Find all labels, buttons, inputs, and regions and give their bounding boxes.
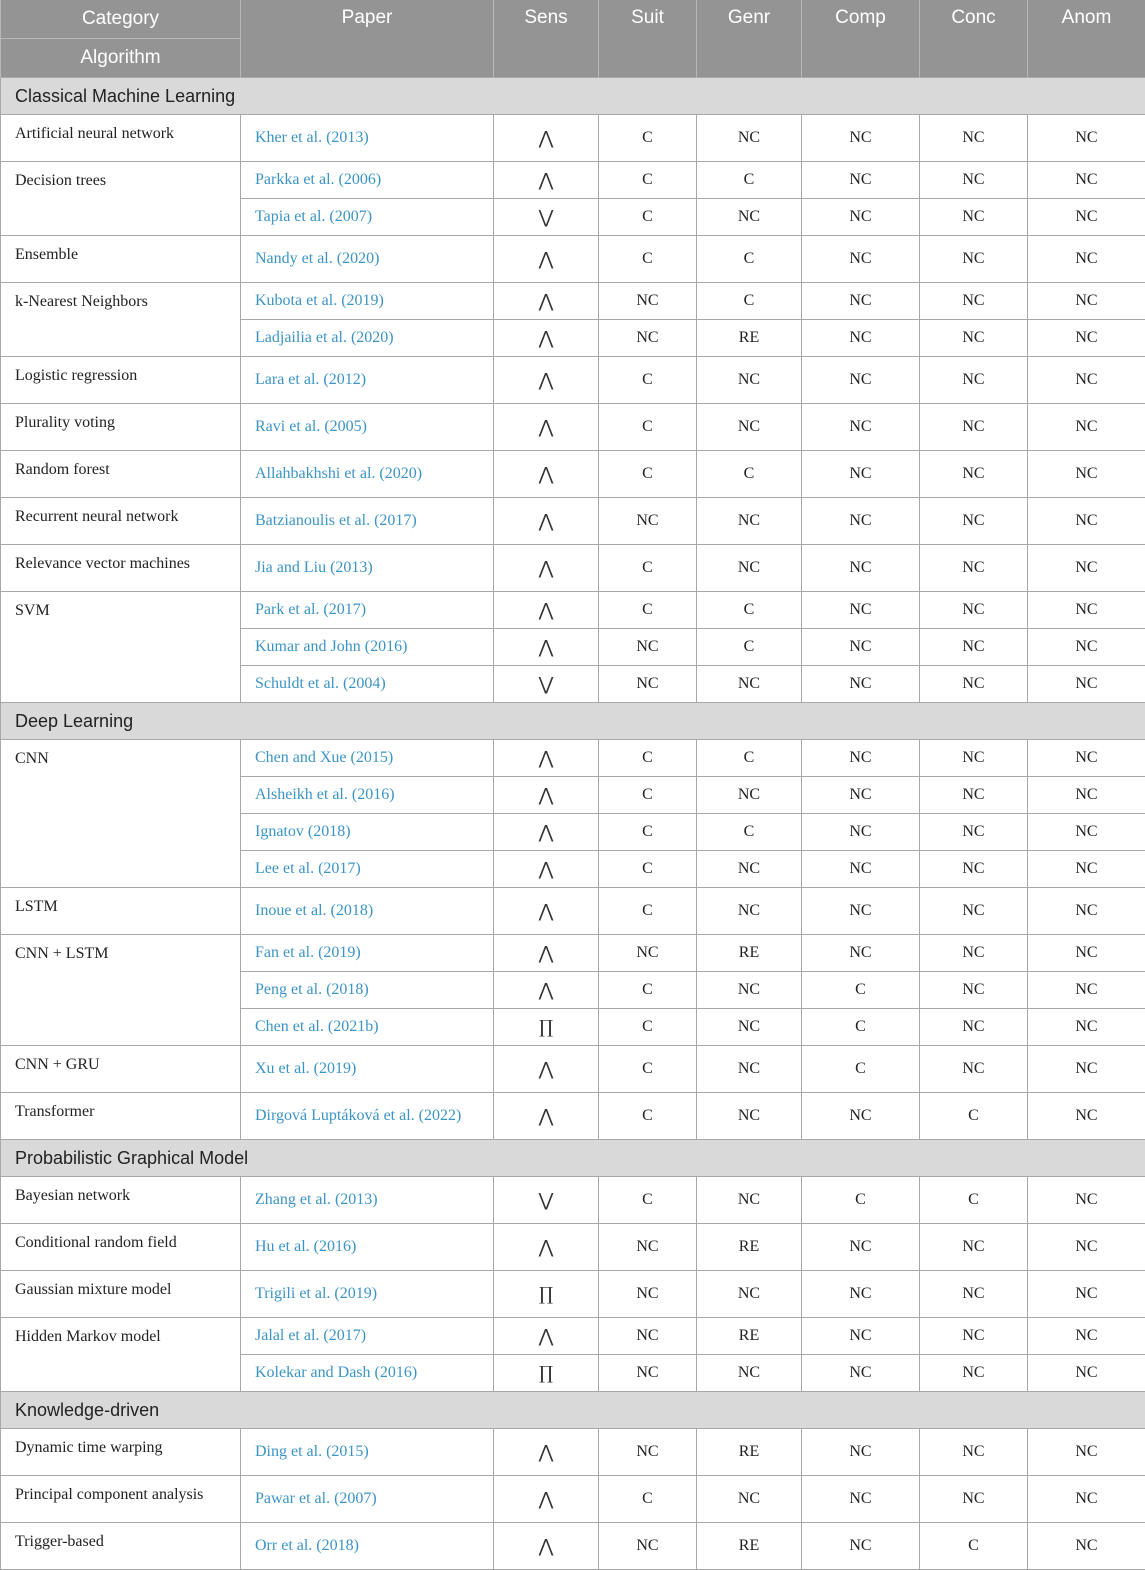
table-row bbox=[1, 1271, 1145, 1318]
anom-cell: NC bbox=[1028, 1009, 1145, 1046]
paper-citation-link[interactable]: Pawar et al. (2007) bbox=[241, 1476, 494, 1523]
suit-cell: C bbox=[599, 451, 697, 498]
genr-cell: RE bbox=[697, 1224, 802, 1271]
paper-citation-link[interactable]: Park et al. (2017) bbox=[241, 592, 494, 629]
conc-cell: NC bbox=[920, 1429, 1028, 1476]
paper-citation-link[interactable]: Tapia et al. (2007) bbox=[241, 199, 494, 236]
anom-cell: NC bbox=[1028, 283, 1145, 320]
paper-citation-link[interactable]: Kumar and John (2016) bbox=[241, 629, 494, 666]
conc-cell: NC bbox=[920, 1271, 1028, 1318]
comp-cell: NC bbox=[802, 283, 920, 320]
conc-cell: NC bbox=[920, 814, 1028, 851]
suit-cell: C bbox=[599, 1476, 697, 1523]
genr-cell: NC bbox=[697, 972, 802, 1009]
comp-cell: NC bbox=[802, 357, 920, 404]
comp-cell: C bbox=[802, 972, 920, 1009]
genr-cell: NC bbox=[697, 1271, 802, 1318]
anom-cell: NC bbox=[1028, 629, 1145, 666]
conc-cell: NC bbox=[920, 851, 1028, 888]
suit-cell: C bbox=[599, 592, 697, 629]
sens-cell: ⋀ bbox=[494, 972, 599, 1009]
comp-cell: NC bbox=[802, 629, 920, 666]
comp-cell: C bbox=[802, 1009, 920, 1046]
comp-cell: NC bbox=[802, 1093, 920, 1140]
anom-cell: NC bbox=[1028, 740, 1145, 777]
comp-cell: NC bbox=[802, 115, 920, 162]
suit-cell: C bbox=[599, 115, 697, 162]
anom-cell: NC bbox=[1028, 1355, 1145, 1392]
header-conc: Conc bbox=[920, 0, 1028, 78]
section-title: Deep Learning bbox=[1, 703, 1145, 740]
genr-cell: NC bbox=[697, 1093, 802, 1140]
table-row bbox=[1, 1523, 1145, 1570]
sens-cell: ⋁ bbox=[494, 1177, 599, 1224]
algorithm-cell: LSTM bbox=[1, 888, 241, 935]
genr-cell: RE bbox=[697, 1318, 802, 1355]
comp-cell: NC bbox=[802, 1224, 920, 1271]
genr-cell: NC bbox=[697, 545, 802, 592]
sens-cell: ⋀ bbox=[494, 545, 599, 592]
anom-cell: NC bbox=[1028, 666, 1145, 703]
anom-cell: NC bbox=[1028, 1429, 1145, 1476]
comp-cell: NC bbox=[802, 814, 920, 851]
genr-cell: NC bbox=[697, 1009, 802, 1046]
genr-cell: NC bbox=[697, 498, 802, 545]
section-header-row bbox=[1, 1392, 1145, 1429]
conc-cell: NC bbox=[920, 888, 1028, 935]
suit-cell: NC bbox=[599, 1429, 697, 1476]
genr-cell: C bbox=[697, 740, 802, 777]
paper-citation-link[interactable]: Ding et al. (2015) bbox=[241, 1429, 494, 1476]
anom-cell: NC bbox=[1028, 320, 1145, 357]
paper-citation-link[interactable]: Allahbakhshi et al. (2020) bbox=[241, 451, 494, 498]
anom-cell: NC bbox=[1028, 451, 1145, 498]
header-anom: Anom bbox=[1028, 0, 1145, 78]
comp-cell: NC bbox=[802, 451, 920, 498]
algorithm-cell: Transformer bbox=[1, 1093, 241, 1140]
sens-cell: ⋀ bbox=[494, 236, 599, 283]
algorithm-cell: Ensemble bbox=[1, 236, 241, 283]
paper-citation-link[interactable]: Kubota et al. (2019) bbox=[241, 283, 494, 320]
suit-cell: C bbox=[599, 851, 697, 888]
header-comp: Comp bbox=[802, 0, 920, 78]
genr-cell: C bbox=[697, 162, 802, 199]
comp-cell: NC bbox=[802, 199, 920, 236]
algorithm-cell: Decision trees bbox=[1, 162, 241, 236]
comp-cell: NC bbox=[802, 666, 920, 703]
suit-cell: NC bbox=[599, 629, 697, 666]
sens-cell: ⋀ bbox=[494, 404, 599, 451]
algorithm-cell: k-Nearest Neighbors bbox=[1, 283, 241, 357]
suit-cell: NC bbox=[599, 1271, 697, 1318]
paper-citation-link[interactable]: Alsheikh et al. (2016) bbox=[241, 777, 494, 814]
algorithm-cell: Principal component analysis bbox=[1, 1476, 241, 1523]
sens-cell: ∏ bbox=[494, 1271, 599, 1318]
algorithm-cell: Dynamic time warping bbox=[1, 1429, 241, 1476]
anom-cell: NC bbox=[1028, 972, 1145, 1009]
table-row bbox=[1, 1093, 1145, 1140]
suit-cell: C bbox=[599, 357, 697, 404]
sens-cell: ⋀ bbox=[494, 1224, 599, 1271]
paper-citation-link[interactable]: Chen and Xue (2015) bbox=[241, 740, 494, 777]
genr-cell: NC bbox=[697, 666, 802, 703]
sens-cell: ⋀ bbox=[494, 935, 599, 972]
suit-cell: NC bbox=[599, 935, 697, 972]
table-row bbox=[1, 545, 1145, 592]
suit-cell: NC bbox=[599, 1355, 697, 1392]
paper-citation-link[interactable]: Peng et al. (2018) bbox=[241, 972, 494, 1009]
suit-cell: C bbox=[599, 814, 697, 851]
suit-cell: C bbox=[599, 236, 697, 283]
suit-cell: C bbox=[599, 888, 697, 935]
conc-cell: NC bbox=[920, 740, 1028, 777]
sens-cell: ⋀ bbox=[494, 162, 599, 199]
suit-cell: C bbox=[599, 1177, 697, 1224]
algorithm-cell: SVM bbox=[1, 592, 241, 703]
table-row bbox=[1, 451, 1145, 498]
comp-cell: NC bbox=[802, 404, 920, 451]
table-row bbox=[1, 935, 1145, 972]
anom-cell: NC bbox=[1028, 592, 1145, 629]
conc-cell: NC bbox=[920, 404, 1028, 451]
paper-citation-link[interactable]: Ignatov (2018) bbox=[241, 814, 494, 851]
sens-cell: ⋀ bbox=[494, 1046, 599, 1093]
genr-cell: C bbox=[697, 814, 802, 851]
sens-cell: ⋀ bbox=[494, 1318, 599, 1355]
paper-citation-link[interactable]: Orr et al. (2018) bbox=[241, 1523, 494, 1570]
comp-cell: NC bbox=[802, 935, 920, 972]
table-row bbox=[1, 1046, 1145, 1093]
conc-cell: NC bbox=[920, 777, 1028, 814]
sens-cell: ⋀ bbox=[494, 451, 599, 498]
anom-cell: NC bbox=[1028, 545, 1145, 592]
algorithm-cell: Plurality voting bbox=[1, 404, 241, 451]
conc-cell: NC bbox=[920, 283, 1028, 320]
conc-cell: NC bbox=[920, 1224, 1028, 1271]
sens-cell: ⋀ bbox=[494, 1523, 599, 1570]
sens-cell: ⋁ bbox=[494, 666, 599, 703]
anom-cell: NC bbox=[1028, 777, 1145, 814]
section-title: Probabilistic Graphical Model bbox=[1, 1140, 1145, 1177]
comp-cell: NC bbox=[802, 777, 920, 814]
table-header bbox=[1, 0, 1145, 78]
paper-citation-link[interactable]: Jia and Liu (2013) bbox=[241, 545, 494, 592]
conc-cell: NC bbox=[920, 1046, 1028, 1093]
paper-citation-link[interactable]: Nandy et al. (2020) bbox=[241, 236, 494, 283]
algorithm-cell: Gaussian mixture model bbox=[1, 1271, 241, 1318]
genr-cell: RE bbox=[697, 1523, 802, 1570]
comp-cell: NC bbox=[802, 851, 920, 888]
table-row bbox=[1, 357, 1145, 404]
conc-cell: NC bbox=[920, 1009, 1028, 1046]
table-row bbox=[1, 1429, 1145, 1476]
anom-cell: NC bbox=[1028, 814, 1145, 851]
comp-cell: NC bbox=[802, 320, 920, 357]
conc-cell: NC bbox=[920, 162, 1028, 199]
suit-cell: C bbox=[599, 777, 697, 814]
table-body bbox=[1, 78, 1145, 1570]
algorithm-cell: Logistic regression bbox=[1, 357, 241, 404]
anom-cell: NC bbox=[1028, 498, 1145, 545]
comp-cell: NC bbox=[802, 236, 920, 283]
algorithm-cell: Recurrent neural network bbox=[1, 498, 241, 545]
suit-cell: NC bbox=[599, 1318, 697, 1355]
suit-cell: NC bbox=[599, 1523, 697, 1570]
algorithm-cell: CNN bbox=[1, 740, 241, 888]
comp-cell: NC bbox=[802, 545, 920, 592]
conc-cell: NC bbox=[920, 236, 1028, 283]
comp-cell: C bbox=[802, 1046, 920, 1093]
section-header-row bbox=[1, 78, 1145, 115]
algorithm-cell: Bayesian network bbox=[1, 1177, 241, 1224]
sens-cell: ⋀ bbox=[494, 740, 599, 777]
table-row bbox=[1, 1177, 1145, 1224]
genr-cell: C bbox=[697, 283, 802, 320]
header-genr: Genr bbox=[697, 0, 802, 78]
sens-cell: ⋀ bbox=[494, 814, 599, 851]
conc-cell: NC bbox=[920, 935, 1028, 972]
paper-citation-link[interactable]: Batzianoulis et al. (2017) bbox=[241, 498, 494, 545]
anom-cell: NC bbox=[1028, 888, 1145, 935]
genr-cell: NC bbox=[697, 851, 802, 888]
conc-cell: NC bbox=[920, 1476, 1028, 1523]
paper-citation-link[interactable]: Kolekar and Dash (2016) bbox=[241, 1355, 494, 1392]
sens-cell: ∏ bbox=[494, 1355, 599, 1392]
genr-cell: RE bbox=[697, 320, 802, 357]
algorithm-cell: CNN + LSTM bbox=[1, 935, 241, 1046]
paper-citation-link[interactable]: Xu et al. (2019) bbox=[241, 1046, 494, 1093]
conc-cell: NC bbox=[920, 592, 1028, 629]
table-row bbox=[1, 592, 1145, 629]
suit-cell: C bbox=[599, 162, 697, 199]
suit-cell: C bbox=[599, 972, 697, 1009]
comp-cell: C bbox=[802, 1177, 920, 1224]
anom-cell: NC bbox=[1028, 1523, 1145, 1570]
header-sens: Sens bbox=[494, 0, 599, 78]
conc-cell: NC bbox=[920, 1318, 1028, 1355]
genr-cell: NC bbox=[697, 777, 802, 814]
sens-cell: ⋁ bbox=[494, 199, 599, 236]
sens-cell: ⋀ bbox=[494, 888, 599, 935]
paper-citation-link[interactable]: Lara et al. (2012) bbox=[241, 357, 494, 404]
genr-cell: NC bbox=[697, 888, 802, 935]
table-row bbox=[1, 1476, 1145, 1523]
conc-cell: NC bbox=[920, 357, 1028, 404]
paper-citation-link[interactable]: Trigili et al. (2019) bbox=[241, 1271, 494, 1318]
algorithm-cell: Artificial neural network bbox=[1, 115, 241, 162]
comp-cell: NC bbox=[802, 1355, 920, 1392]
conc-cell: NC bbox=[920, 972, 1028, 1009]
anom-cell: NC bbox=[1028, 1046, 1145, 1093]
table-row bbox=[1, 115, 1145, 162]
genr-cell: NC bbox=[697, 115, 802, 162]
genr-cell: NC bbox=[697, 357, 802, 404]
genr-cell: RE bbox=[697, 935, 802, 972]
anom-cell: NC bbox=[1028, 1271, 1145, 1318]
conc-cell: C bbox=[920, 1093, 1028, 1140]
section-header-row bbox=[1, 1140, 1145, 1177]
conc-cell: C bbox=[920, 1523, 1028, 1570]
anom-cell: NC bbox=[1028, 935, 1145, 972]
comp-cell: NC bbox=[802, 1271, 920, 1318]
table-row bbox=[1, 162, 1145, 199]
suit-cell: NC bbox=[599, 320, 697, 357]
anom-cell: NC bbox=[1028, 1318, 1145, 1355]
conc-cell: NC bbox=[920, 545, 1028, 592]
header-suit: Suit bbox=[599, 0, 697, 78]
paper-citation-link[interactable]: Chen et al. (2021b) bbox=[241, 1009, 494, 1046]
algorithm-cell: Conditional random field bbox=[1, 1224, 241, 1271]
genr-cell: NC bbox=[697, 199, 802, 236]
conc-cell: C bbox=[920, 1177, 1028, 1224]
paper-citation-link[interactable]: Dirgová Luptáková et al. (2022) bbox=[241, 1093, 494, 1140]
sens-cell: ⋀ bbox=[494, 498, 599, 545]
sens-cell: ⋀ bbox=[494, 1093, 599, 1140]
genr-cell: NC bbox=[697, 1476, 802, 1523]
suit-cell: C bbox=[599, 199, 697, 236]
conc-cell: NC bbox=[920, 115, 1028, 162]
sens-cell: ⋀ bbox=[494, 629, 599, 666]
algorithm-cell: Trigger-based bbox=[1, 1523, 241, 1570]
paper-citation-link[interactable]: Zhang et al. (2013) bbox=[241, 1177, 494, 1224]
comp-cell: NC bbox=[802, 1318, 920, 1355]
suit-cell: C bbox=[599, 545, 697, 592]
algorithm-cell: Hidden Markov model bbox=[1, 1318, 241, 1392]
algorithm-cell: CNN + GRU bbox=[1, 1046, 241, 1093]
header-algorithm: Algorithm bbox=[1, 39, 241, 78]
sens-cell: ∏ bbox=[494, 1009, 599, 1046]
header-paper: Paper bbox=[241, 0, 494, 78]
paper-citation-link[interactable]: Ravi et al. (2005) bbox=[241, 404, 494, 451]
anom-cell: NC bbox=[1028, 199, 1145, 236]
section-header-row bbox=[1, 703, 1145, 740]
sens-cell: ⋀ bbox=[494, 115, 599, 162]
comp-cell: NC bbox=[802, 498, 920, 545]
anom-cell: NC bbox=[1028, 404, 1145, 451]
paper-citation-link[interactable]: Hu et al. (2016) bbox=[241, 1224, 494, 1271]
paper-citation-link[interactable]: Ladjailia et al. (2020) bbox=[241, 320, 494, 357]
comp-cell: NC bbox=[802, 740, 920, 777]
suit-cell: NC bbox=[599, 666, 697, 703]
anom-cell: NC bbox=[1028, 1476, 1145, 1523]
comp-cell: NC bbox=[802, 888, 920, 935]
table-row bbox=[1, 498, 1145, 545]
section-title: Knowledge-driven bbox=[1, 1392, 1145, 1429]
suit-cell: C bbox=[599, 1093, 697, 1140]
table-row bbox=[1, 283, 1145, 320]
anom-cell: NC bbox=[1028, 115, 1145, 162]
table-row bbox=[1, 888, 1145, 935]
sens-cell: ⋀ bbox=[494, 592, 599, 629]
sens-cell: ⋀ bbox=[494, 283, 599, 320]
genr-cell: NC bbox=[697, 1177, 802, 1224]
paper-citation-link[interactable]: Kher et al. (2013) bbox=[241, 115, 494, 162]
algorithm-cell: Relevance vector machines bbox=[1, 545, 241, 592]
conc-cell: NC bbox=[920, 498, 1028, 545]
suit-cell: C bbox=[599, 740, 697, 777]
paper-citation-link[interactable]: Schuldt et al. (2004) bbox=[241, 666, 494, 703]
suit-cell: NC bbox=[599, 1224, 697, 1271]
header-category: Category bbox=[1, 0, 241, 39]
genr-cell: RE bbox=[697, 1429, 802, 1476]
algorithm-cell: Random forest bbox=[1, 451, 241, 498]
comp-cell: NC bbox=[802, 1523, 920, 1570]
table-row bbox=[1, 236, 1145, 283]
anom-cell: NC bbox=[1028, 1177, 1145, 1224]
anom-cell: NC bbox=[1028, 1224, 1145, 1271]
anom-cell: NC bbox=[1028, 236, 1145, 283]
paper-citation-link[interactable]: Inoue et al. (2018) bbox=[241, 888, 494, 935]
conc-cell: NC bbox=[920, 666, 1028, 703]
genr-cell: C bbox=[697, 236, 802, 283]
table-row bbox=[1, 1224, 1145, 1271]
genr-cell: C bbox=[697, 629, 802, 666]
genr-cell: NC bbox=[697, 1046, 802, 1093]
comp-cell: NC bbox=[802, 162, 920, 199]
paper-citation-link[interactable]: Lee et al. (2017) bbox=[241, 851, 494, 888]
sens-cell: ⋀ bbox=[494, 851, 599, 888]
genr-cell: NC bbox=[697, 404, 802, 451]
suit-cell: C bbox=[599, 1009, 697, 1046]
table-row bbox=[1, 404, 1145, 451]
genr-cell: C bbox=[697, 592, 802, 629]
suit-cell: C bbox=[599, 404, 697, 451]
genr-cell: NC bbox=[697, 1355, 802, 1392]
conc-cell: NC bbox=[920, 320, 1028, 357]
anom-cell: NC bbox=[1028, 357, 1145, 404]
sens-cell: ⋀ bbox=[494, 777, 599, 814]
paper-citation-link[interactable]: Fan et al. (2019) bbox=[241, 935, 494, 972]
suit-cell: C bbox=[599, 1046, 697, 1093]
sens-cell: ⋀ bbox=[494, 1429, 599, 1476]
conc-cell: NC bbox=[920, 1355, 1028, 1392]
anom-cell: NC bbox=[1028, 1093, 1145, 1140]
sens-cell: ⋀ bbox=[494, 320, 599, 357]
sens-cell: ⋀ bbox=[494, 1476, 599, 1523]
anom-cell: NC bbox=[1028, 162, 1145, 199]
conc-cell: NC bbox=[920, 199, 1028, 236]
paper-citation-link[interactable]: Jalal et al. (2017) bbox=[241, 1318, 494, 1355]
section-title: Classical Machine Learning bbox=[1, 78, 1145, 115]
comp-cell: NC bbox=[802, 1429, 920, 1476]
paper-citation-link[interactable]: Parkka et al. (2006) bbox=[241, 162, 494, 199]
suit-cell: NC bbox=[599, 283, 697, 320]
genr-cell: C bbox=[697, 451, 802, 498]
table-row bbox=[1, 740, 1145, 777]
table-row bbox=[1, 1318, 1145, 1355]
conc-cell: NC bbox=[920, 451, 1028, 498]
suit-cell: NC bbox=[599, 498, 697, 545]
comp-cell: NC bbox=[802, 592, 920, 629]
conc-cell: NC bbox=[920, 629, 1028, 666]
anom-cell: NC bbox=[1028, 851, 1145, 888]
sens-cell: ⋀ bbox=[494, 357, 599, 404]
comp-cell: NC bbox=[802, 1476, 920, 1523]
